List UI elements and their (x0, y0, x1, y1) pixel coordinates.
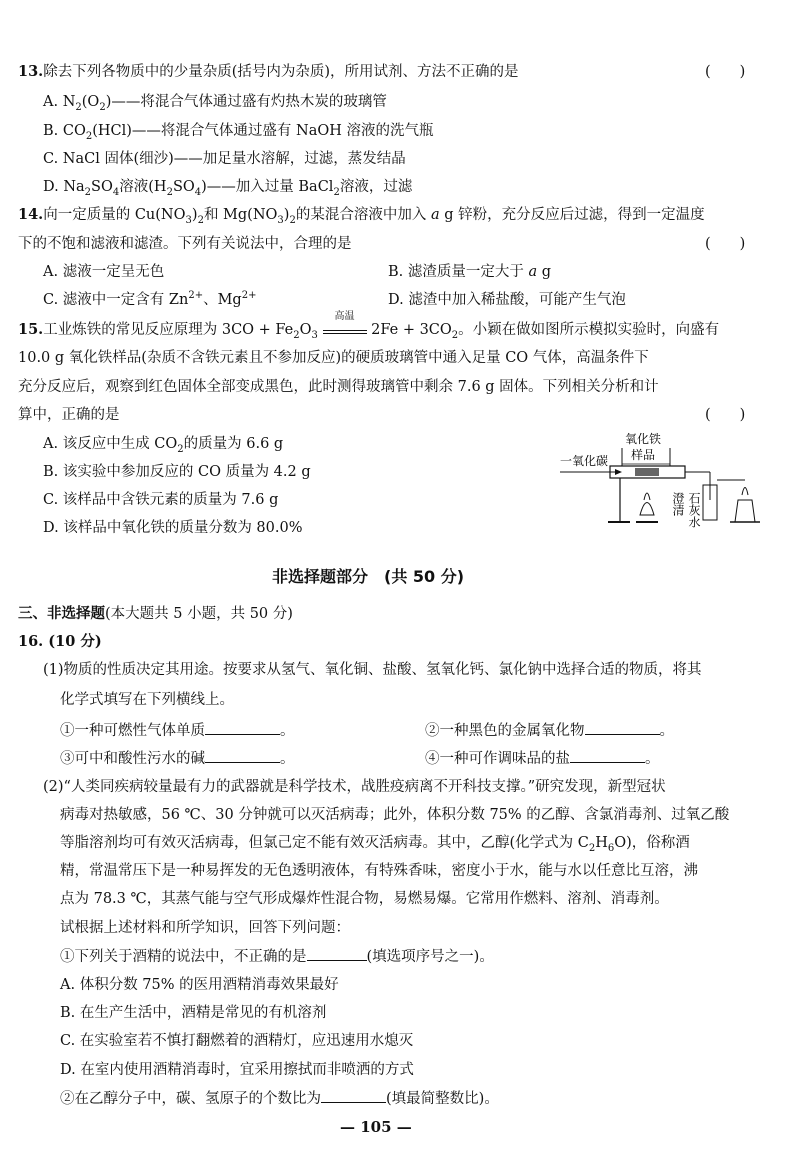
q13-stem (18, 62, 519, 82)
q15-stem-line2: 10.0 g 氧化铁样品(杂质不含铁元素且不参加反应)的硬质玻璃管中通入足量 CO 气体，高温条件下 (18, 350, 649, 366)
q16-opt-a[interactable]: A. 体积分数 75% 的医用酒精消毒效果最好 (60, 977, 339, 993)
blank-3[interactable] (205, 748, 280, 763)
q16-opt-d[interactable]: D. 在室内使用酒精消毒时，宜采用擦拭而非喷洒的方式 (60, 1062, 414, 1078)
q15-apparatus-figure (560, 430, 775, 530)
q16-p2-line6: 试根据上述材料和所学知识，回答下列问题： (60, 920, 350, 936)
q16-fill-1: ①一种可燃性气体单质 。 (60, 720, 295, 741)
part3-title: 三、非选择题 (18, 605, 105, 622)
label-lime-2: 石灰水 (687, 492, 701, 528)
q14-option-d[interactable]: D. 滤渣中加入稀盐酸，可能产生气泡 (388, 292, 626, 308)
label-sample-2: 样品 (631, 448, 656, 462)
q16-fill-4: ④一种可作调味品的盐 。 (425, 748, 660, 769)
q16-opt-c[interactable]: C. 在实验室若不慎打翻燃着的酒精灯，应迅速用水熄灭 (60, 1033, 414, 1049)
q16-p2-line2: 病毒对热敏感，56 ℃、30 分钟就可以灭活病毒；此外，体积分数 75% 的乙醇、含氯消毒剂、过氧乙酸 (60, 807, 730, 823)
q13-answer-paren[interactable]: ( ) (705, 64, 746, 80)
alcohol-lamp-icon (735, 500, 755, 522)
q15-stem-line1: 15.工业炼铁的常见反应原理为 $3CO + Fe_2O_3$ 高温 $2Fe + 3CO_2$。小颖在做如图所示模拟实验时，向盛有 (18, 311, 720, 341)
q16-sub1: ①下列关于酒精的说法中，不正确的是 (填选项序号之一)。 (60, 946, 494, 967)
q14-option-b[interactable]: B. 滤渣质量一定大于 a g (388, 264, 552, 280)
q15-option-d[interactable]: D. 该样品中氧化铁的质量分数为 80.0% (43, 520, 303, 536)
blank-1[interactable] (205, 720, 280, 735)
q14-option-a[interactable]: A. 滤液一定呈无色 (43, 264, 165, 280)
blank-2[interactable] (585, 720, 660, 735)
q16-fill-2: ②一种黑色的金属氧化物 。 (425, 720, 674, 741)
q13-text: 除去下列各物质中的少量杂质(括号内为杂质)，所用试剂、方法不正确的是 (43, 64, 519, 80)
q16-sub2: ②在乙醇分子中，碳、氢原子的个数比为 (填最简整数比)。 (60, 1088, 499, 1109)
reaction-condition: 高温 (334, 311, 355, 322)
label-sample-1: 氧化铁 (625, 432, 662, 446)
q15-option-a[interactable]: A. 该反应中生成 $CO_2$的质量为 6.6 g (43, 436, 284, 455)
q14-option-c[interactable]: C. 滤液中一定含有 $Zn^{2+}$、$Mg^{2+}$ (43, 290, 257, 308)
q14-stem-line1: 14.向一定质量的 $Cu(NO_3)_2$和 $Mg(NO_3)_2$的某混合溶液中加入 a g 锌粉，充分反应后过滤，得到一定温度 (18, 206, 705, 226)
label-co: 一氧化碳 (560, 454, 609, 468)
blank-sub2[interactable] (321, 1088, 386, 1103)
q15-number: 15. (18, 321, 44, 338)
q15-stem-line3: 充分反应后，观察到红色固体全部变成黑色，此时测得玻璃管中剩余 7.6 g 固体。下列相关分析和计 (18, 379, 659, 395)
page-number: — 105 — (340, 1118, 412, 1136)
q16-p1-line1: (1)物质的性质决定其用途。按要求从氢气、氧化铜、盐酸、氢氧化钙、氯化钠中选择合适的物质，将其 (43, 662, 702, 678)
q13-number: 13. (18, 63, 44, 80)
part3-heading (18, 604, 293, 624)
q14-answer-paren[interactable]: ( ) (705, 236, 746, 252)
q16-fill-3: ③可中和酸性污水的碱 。 (60, 748, 295, 769)
q14-stem-line2: 下的不饱和滤液和滤渣。下列有关说法中，合理的是 (18, 236, 352, 252)
label-lime-1: 澄清 (671, 492, 685, 516)
q13-option-a[interactable]: A. $N_2(O_2)——$将混合气体通过盛有灼热木炭的玻璃管 (43, 94, 387, 113)
q16-p2-line3: 等脂溶剂均可有效灭活病毒，但氯己定不能有效灭活病毒。其中，乙醇(化学式为 $C_2H_6O$)，俗称酒 (60, 835, 690, 854)
q16-opt-b[interactable]: B. 在生产生活中，酒精是常见的有机溶剂 (60, 1005, 327, 1021)
q13-option-b[interactable]: B. $CO_2(HCl)——$将混合气体通过盛有 NaOH 溶液的洗气瓶 (43, 123, 434, 142)
q15-option-b[interactable]: B. 该实验中参加反应的 CO 质量为 4.2 g (43, 464, 311, 480)
q16-p2-line5: 点为 78.3 ℃，其蒸气能与空气形成爆炸性混合物，易燃易爆。它常用作燃料、溶剂、消毒剂。 (60, 891, 669, 907)
q16-p2-line4: 精，常温常压下是一种易挥发的无色透明液体，有特殊香味，密度小于水，能与水以任意比互溶，沸 (60, 863, 698, 879)
burner-icon (640, 503, 654, 516)
section-title: 非选择题部分 (共 50 分) (272, 567, 465, 586)
q15-answer-paren[interactable]: ( ) (705, 407, 746, 423)
q15-stem-line4: 算中，正确的是 (18, 407, 120, 423)
blank-4[interactable] (570, 748, 645, 763)
q13-option-c[interactable]: C. NaCl 固体(细沙)——加足量水溶解，过滤，蒸发结晶 (43, 151, 406, 167)
part3-note: (本大题共 5 小题，共 50 分) (105, 606, 293, 622)
sample-in-tube (635, 468, 659, 476)
q13-option-d[interactable]: D. $Na_2SO_4$溶液$(H_2SO_4)——$加入过量 BaCl$_2$溶液，过滤 (43, 179, 413, 198)
q14-number: 14. (18, 206, 44, 223)
q16-heading: 16. (10 分) (18, 633, 102, 650)
blank-sub1[interactable] (307, 946, 367, 961)
q16-p1-line2: 化学式填写在下列横线上。 (60, 692, 234, 708)
q15-option-c[interactable]: C. 该样品中含铁元素的质量为 7.6 g (43, 492, 279, 508)
reaction-arrow (323, 311, 367, 334)
q16-p2-line1: (2)“人类同疾病较量最有力的武器就是科学技术，战胜疫病离不开科技支撑。”研究发现，新型冠状 (43, 779, 666, 795)
